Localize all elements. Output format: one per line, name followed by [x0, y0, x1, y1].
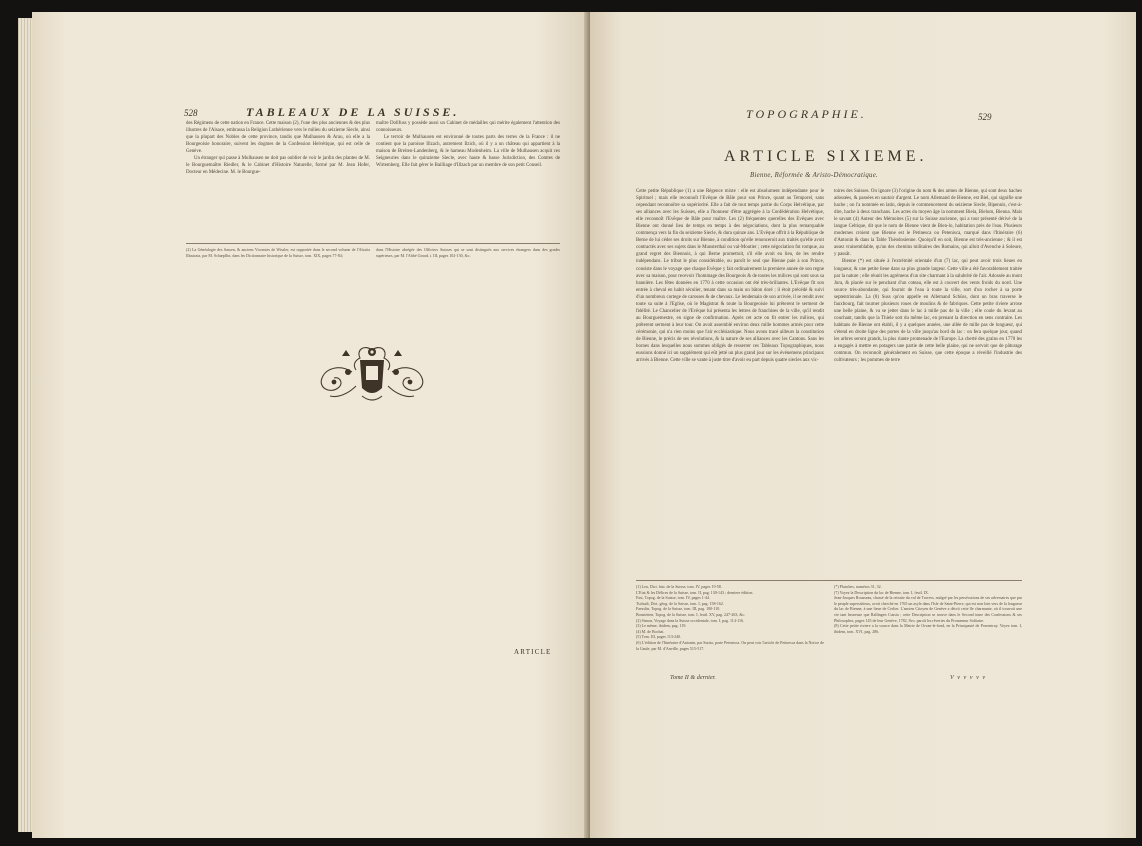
- footnote-left: (2) La Généalogie des Sassen, & anciens Vicomtes de Wissler, est rapportée dans le second volume de l'Alsatia Illustrata, par M. Schœpflin, dans les Dictionnaire historique de la Suisse, tom. XIX, pages 77-84;: [186, 247, 370, 258]
- footnote: (*) Planches, numéros 31, 32.: [834, 584, 882, 589]
- footnote: (4) M. de Bochat.: [636, 628, 665, 634]
- page-number-left: 528: [184, 108, 198, 118]
- footnote-right: dans l'Histoire abrégée des Officiers Suisses qui se sont distingués aux services étrangers dans des grades supérieurs, par M. l'Abbé Girard, t. III, pages 102-130, &c.: [376, 247, 560, 258]
- paragraph: Cette petite République (1) a une Régence mixte : elle est absolument indépendante pour le Spirituel ; mais elle reconnoît l'Evêque de Bâle pour son Prince, quant au Temporel, sans cependant reconnoître sa supériorité. Elle a fait de tout temps partie du Corps Helvétique, par ses alliances avec les Suisses, elle a l'honneur d'être aggrégée à la Confédération Helvétique, elle reconnoît l'Evêque de Bâle pour maître. Les (2) fréquentes querelles des Evêques avec Bienne ont donné lieu de temps en temps à des négociations, dont la plus remarquable commença vers la fin du seizieme Siecle, & dura quinze ans. L'Evêque offrit à la République de Berne de lui céder ses droits sur Bienne, à condition qu'elle renonceroit aux traités qu'elle avoit contractés avec ses sujets dans le Munsterthal ou val-Moutier ; cette négociation fut rompue, au grand regret des Biennois, à qui Berne promettoit, s'il elle avoit eu lieu, de les rendre indépendans. Le tribut le plus considérable, ou paroît le seul que Bienne paie à son Prince, consiste dans le voyage que chaque Evêque y fait ordinairement la premiere année de son regne avec sa maison, pour recevoir l'hommage des Bourgeois & de toutes les milices qui sont sous sa bannière. Les fêtes données en 1770 à cette occasion ont été très-brillantes. L'Evêque fit son entrée à cheval en habit séculier, tenant dans sa main un bâton doré ; il étoit précédé & suivi d'un nombreux cortege de carosses & de chevaux. Le lendemain de son arrivée, il se rendit avec toute sa suite à l'Eglise, où le Magistrat & toute la Bourgeoisie lui prêterent le serment de fidélité. Le Chancelier de l'Evêque lui présenta les lettres de franchises de la ville, qu'il rendit au Bourguemestre, en signe de confirmation. Après cet acte on fit entrer les milices, qui prêterent serment à leur tour. On avoit assemblé environ deux mille hommes armés pour cette cérémonie, qui n'a rien moins que l'air ecclésiastique. Nous avons tracé ailleurs la constitution de Bienne, le précis de ses révolutions, & la nature de ses alliances avec les Cantons. Sans les bornes dans lesquelles nous sommes obligés de resserrer ces Tableaux Topographiques, nous eussions donné ici un supplément qui eût jetté un plus grand jour sur les événemens principaux arrivés à Bienne. Cette ville se vante à juste titre d'avoir eu part depuis quatre siecles aux vic-: [636, 189, 824, 364]
- footnote-rule: [186, 243, 560, 244]
- footnotes-column-2: [834, 584, 1022, 634]
- right-column-2: [834, 188, 1022, 364]
- footnote: L'Etat & les Délices de la Suisse, tom. II, pag. 130-143 ; derniere édition.: [636, 589, 754, 595]
- footnote: (6) L'édition de l'Itinéraire d'Antonin, par Surita, porte Petenisca. On peut voir l'article de Petinesca dans la Notice de la Gaule, par M. d'Anville, pages 515-517.: [636, 639, 824, 651]
- footnote: Tschudi, Dict. géog. de la Suisse, tom. I, pag. 158-162.: [636, 600, 724, 606]
- signature-mark: V v v v v v: [950, 674, 987, 681]
- footnote: Faesslin, Topog. de la Suisse, tom. III, pag. 100-110.: [636, 606, 721, 612]
- paragraph: Bienne (*) est située à l'extrémité orientale d'un (7) lac, qui peut avoir trois lieues en longueur, & une petite lieue dans sa plus grande largeur. Cette ville a été favorablement traitée par la nature ; elle réunit les agrémens d'un site charmant à la salubrité de l'air. Adossée au mont Jura, & placée sur le penchant d'un coteau, elle est à couvert des vents froids du nord. Une source très-abondante, qui fournit de l'eau à toute la ville, sort d'un rocher à sa porte septentrionale. La (8) Suss qu'on appelle en Allemand Schüss, dont un bras traverse le fauxbourg, fait tourner plusieurs roues de moulins & de fabriques. Cette petite riviere arrose une belle plaine, & va se jetter dans le lac à mille pas de la ville ; elle coule du levant au couchant, tandis que la Thiele sort du même lac, en prenant la direction en sens contraire. Les habitans de Bienne ont établi, il y a quelques années, une allée de mille pas de longueur, qui s'étend en droite ligne des portes de la ville jusqu'au bord du lac : on fera quelque jour, quand les arbres seront grands, la plus riante promenade de l'Europe. La cherté des grains en 1770 les a engagés à mettre en potagers une partie de cette belle plaine, qui ne servoit que de pâturage commun. On reconnoît généralement en Suisse, que cette époque a réveillé l'industrie des cultivateurs ; les pommes de terre: [834, 259, 1022, 364]
- paragraph: toires des Suisses. On ignore (3) l'origine du nom & des armes de Bienne, qui sont deux haches adossées, & passées en sautoir d'argent. Le nom Allemand de Bienne, est Biel, qui signifie une hache ; on l'a nommée en latin, depuis le commencement du seizieme Siecle, Bipennis, c'est-à-dire, hache à deux tranchans. Les actes du moyen âge la nomment Biela, Bielum, Bienna. Mais le savant (4) Auteur des Mémoires (5) sur la Suisse ancienne, qui a tout présenté dérivé de la langue Celtique, dit que le nom de Bienne vient de Bien-lo, habitation près de l'eau. Plusieurs modernes croient que Bienne est le Petinesca ou Petenisca, marqué dans l'Itinéraire (6) d'Antonin & dans la Table Théodosienne. Quoiqu'il en soit, Bienne est très-ancienne ; & il est assez vraisemblable, qu'un des chemins militaires des Romains, qui alloit d'Avenche à Soleure, y passât.: [834, 189, 1022, 258]
- footnote: (2) Simon, Voyage dans la Suisse occidentale, tom. I, pag. 114-116.: [636, 617, 744, 623]
- paragraph: Un étranger qui passe à Mulhausen ne doit pas oublier de voir le jardin des plantes de M. le Bourguemaître Riedler, & le Cabinet d'Histoire Naturelle, formé par M. Jean Hofer, Docteur en Médecine. M. le Bourgue-: [186, 156, 370, 176]
- right-column-1: [636, 188, 824, 364]
- left-page: [32, 12, 590, 838]
- running-head-left: TABLEAUX DE LA SUISSE.: [246, 105, 460, 119]
- footnote-rule: [636, 580, 1022, 581]
- cul-de-lampe-ornament: [312, 342, 432, 404]
- left-column-2: [376, 120, 560, 169]
- footnote: (1) Leu, Dict. hist. de la Suisse, tom. IV, pages 19-58.: [636, 584, 722, 589]
- footnote: Jean-Jacques Rousseau, chassé de la retraite du val de Travers, malgré par les persécutions de ses adversaires que par le peuple superstitieux, avoit cherché en 1765 un asyle dans l'Isle de Saint-Pierre, qui est non loin vers de la longueur du lac de Bienne, à une lieue de Cerlier. L'ancien Citoyen de Genève a décrit cette île charmante, où il trouvoit une vie tant heureuse que Rallingen Cussia ; cette Description se trouve dans le Second tome des Confessions & ses Philosophes, pages 145 de leur Genève, 1782, 8vo. paroît les rêveries du Promeneur Solitaire.: [834, 595, 1022, 623]
- running-head-right: TOPOGRAPHIE.: [746, 107, 867, 121]
- footnote: Bonstetten, Topog. de la Suisse, tom. I, feuil. XV, pag. 247-263, &c.: [636, 611, 746, 617]
- paragraph: maître Dollfuss y possède aussi un Cabinet de médailles qui mérite également l'attention des connoisseurs.: [376, 121, 560, 134]
- footnote: (7) Voyez la Description du lac de Bienne, tom. I, feuil. IX.: [834, 589, 929, 595]
- book-spread: [18, 12, 1128, 838]
- footnotes-column-1: [636, 584, 824, 651]
- footnote: (3) Le même, ibidem, pag. 119.: [636, 623, 687, 629]
- article-subtitle: Bienne, Réformée & Aristo-Démocratique.: [750, 172, 879, 179]
- paragraph: des Régimens de cette nation en France. Cette maison (2), l'une des plus anciennes & des plus illustres de l'Alsace, embrassa la Religion Luthérienne vers le milieu du seizieme Siecle, ainsi que la plupart des Nobles de cette province, tandis que Mulhausen & Arau, où elle a la Bourgeoisie honoraire, suivent les dogmes de la Confession Helvétique, qui est celle de Genève.: [186, 121, 370, 155]
- volume-footer: Tome II & dernier.: [670, 674, 716, 681]
- page-number-right: 529: [978, 112, 992, 122]
- footnote: (5) Tom. III, pages 113-240.: [636, 634, 682, 640]
- article-title: ARTICLE SIXIEME.: [724, 148, 928, 165]
- paragraph: Le terroir de Mulhausen est environné de toutes parts des terres de la France : il ne contient que la paroisse Illzach, autrement Ilzich, où il y a un château qui appartient à la maison de Breiten-Landenberg, & le hameau Modenheim. La ville de Mulhausen acquit ces Seigneuries dans le quinzieme Siecle, avec haute & basse Jurisdiction, des Comtes de Wirtemberg. Elle fait gérer le Bailliage d'Illzach par un membre de son petit Conseil.: [376, 135, 560, 169]
- left-column-1: [186, 120, 370, 176]
- footnote: Fast, Topog. de la Suisse, tom. IV, pages 1-44.: [636, 595, 711, 601]
- catchword: ARTICLE: [514, 648, 552, 656]
- footnote: (8) Cette petite riviere a la source dans la Mairie de Orvan-le-fond, en la Principauté de Porrentruy. Voyez tom. I, ibidem, tom. XVI, pag. 286.: [834, 623, 1022, 634]
- right-page: [590, 12, 1136, 838]
